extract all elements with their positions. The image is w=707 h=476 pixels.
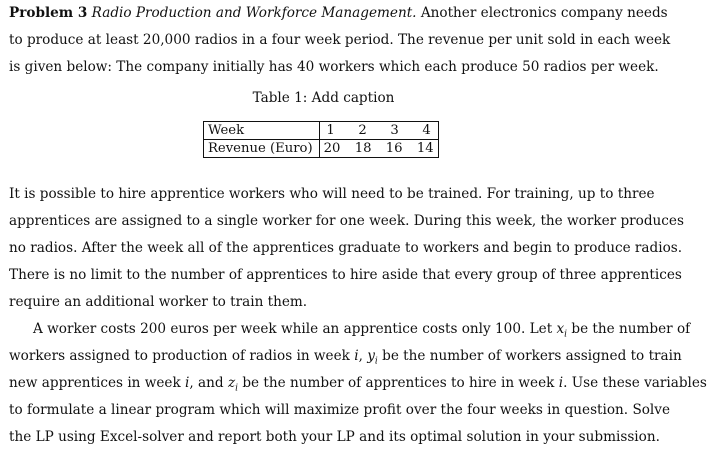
table-caption: Table 1: Add caption bbox=[252, 90, 395, 106]
subscript-i: i bbox=[564, 329, 568, 340]
table-values-cell bbox=[319, 140, 438, 158]
revenue-value: 18 bbox=[354, 140, 372, 156]
paragraph2-line bbox=[9, 374, 707, 394]
paragraph1-line: There is no limit to the number of apprentices to hire aside that every group of three apprentices bbox=[9, 267, 682, 283]
week-value: 4 bbox=[422, 122, 431, 138]
table-row bbox=[204, 122, 439, 140]
paragraph2-line: the LP using Excel-solver and report both your LP and its optimal solution in your submission. bbox=[9, 429, 660, 445]
text-run: workers assigned to production of radios in week bbox=[9, 348, 355, 364]
subscript-i: i bbox=[235, 383, 238, 394]
text-run: be the number of workers assigned to train bbox=[377, 348, 682, 364]
revenue-value: 14 bbox=[416, 140, 434, 156]
table-row bbox=[204, 140, 439, 158]
paragraph1-line: no radios. After the week all of the apprentices graduate to workers and begin to produce radios. bbox=[9, 240, 683, 256]
paragraph1-line: require an additional worker to train them. bbox=[9, 294, 308, 310]
problem-title: Radio Production and Workforce Management. bbox=[91, 5, 417, 21]
var-z: z bbox=[227, 375, 236, 391]
var-y: y bbox=[367, 348, 375, 364]
problem-heading-line bbox=[9, 4, 668, 22]
paragraph1-line: It is possible to hire apprentice workers who will need to be trained. For training, up to three bbox=[9, 186, 655, 202]
problem-label: Problem 3 bbox=[9, 5, 88, 21]
table-values-cell bbox=[319, 122, 438, 140]
text-run: , bbox=[358, 348, 368, 364]
week-value: 3 bbox=[390, 122, 399, 138]
table-row-label: Revenue (Euro) bbox=[204, 140, 320, 158]
revenue-value: 20 bbox=[323, 140, 341, 156]
revenue-value: 16 bbox=[385, 140, 403, 156]
index-i: i bbox=[185, 375, 190, 391]
paragraph1-line: apprentices are assigned to a single worker for one week. During this week, the worker produces bbox=[9, 213, 684, 229]
var-x: x bbox=[556, 321, 565, 337]
index-i: i bbox=[558, 375, 564, 391]
text-run: , and bbox=[189, 375, 228, 391]
intro-line-2: to produce at least 20,000 radios in a four week period. The revenue per unit sold in each week bbox=[9, 32, 671, 48]
intro-line-1: Another electronics company needs bbox=[420, 5, 668, 21]
table-row-label: Week bbox=[204, 122, 320, 140]
week-value: 2 bbox=[358, 122, 367, 138]
subscript-i: i bbox=[374, 356, 378, 367]
text-run: be the number of apprentices to hire in week bbox=[238, 375, 559, 391]
index-i: i bbox=[354, 348, 359, 364]
text-run: be the number of bbox=[567, 321, 691, 337]
intro-line-3: is given below: The company initially has 40 workers which each produce 50 radios per week. bbox=[9, 59, 659, 75]
revenue-table bbox=[203, 121, 439, 158]
text-run: new apprentices in week bbox=[9, 375, 186, 391]
text-run: . Use these variables bbox=[563, 375, 707, 391]
paragraph2-line bbox=[9, 347, 682, 367]
paragraph2-line bbox=[33, 320, 691, 340]
paragraph2-line: to formulate a linear program which will maximize profit over the four weeks in question. Solve bbox=[9, 402, 671, 418]
text-run: A worker costs 200 euros per week while an apprentice costs only 100. Let bbox=[33, 321, 557, 337]
week-value: 1 bbox=[326, 122, 335, 138]
